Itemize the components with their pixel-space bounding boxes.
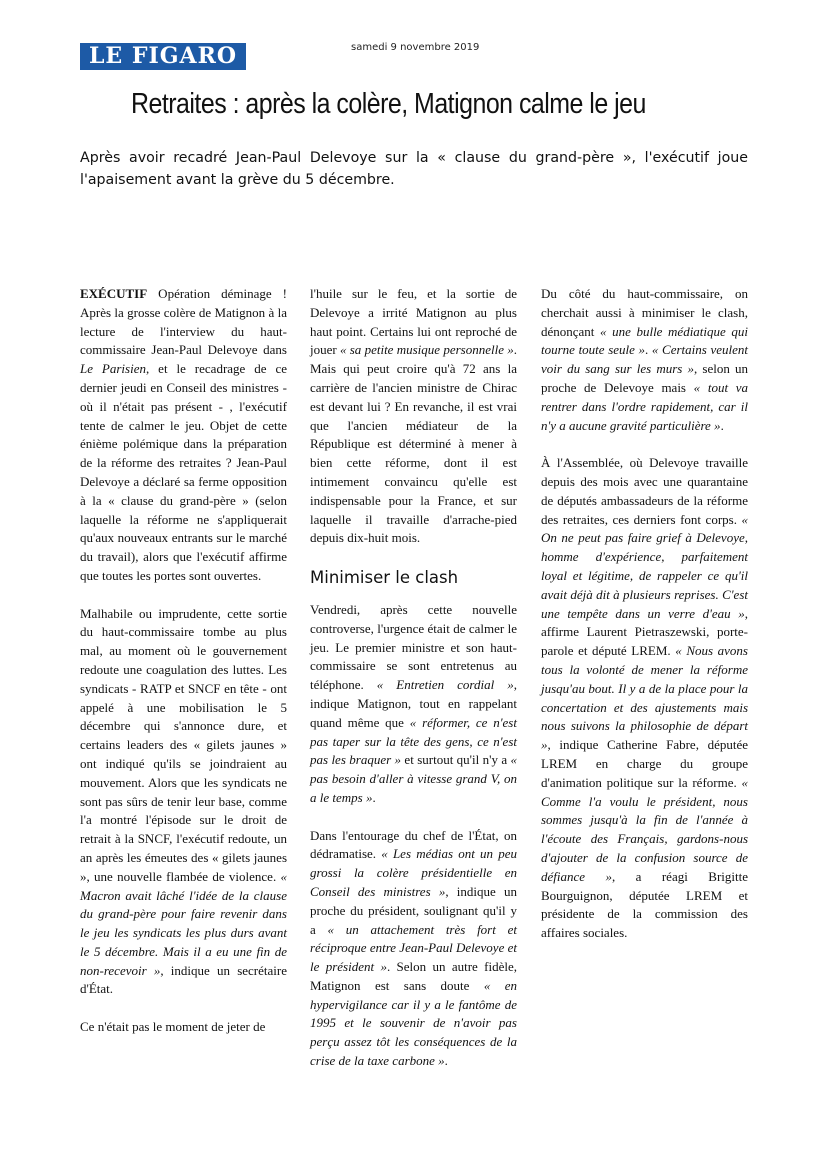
- column-3: [541, 285, 748, 962]
- column-1: [80, 285, 287, 1056]
- paragraph: Dans l'entourage du chef de l'État, on dédramatise. « Les médias ont un peu grossi la colère présidentielle en Conseil des ministres », indique un proche du président, soulignant qu'il y a « un attachement très fort et réciproque entre Jean-Paul Delevoye et le président ». Selon un autre fidèle, Matignon est sans doute « en hypervigilance car il y a le fantôme de 1995 et le souvenir de n'avoir pas perçu assez tôt les conséquences de la crise de la taxe carbone ».: [310, 827, 518, 1069]
- paragraph: Du côté du haut-commissaire, on cherchait aussi à minimiser le clash, dénonçant « une bulle médiatique qui tourne toute seule ». « Certains veulent voir du sang sur les murs », selon un proche de Delevoye mais « tout va rentrer dans l'ordre rapidement, car il n'y a aucune gravité particulière ».: [541, 286, 749, 433]
- paragraph: EXÉCUTIF Opération déminage ! Après la grosse colère de Matignon à la lecture de l'interview du haut-commissaire Jean-Paul Delevoye dans Le Parisien, et le recadrage de ce dernier jeudi en Conseil des ministres - où il n'était pas présent - , l'exécutif tente de calmer le jeu. Objet de cette énième polémique dans la préparation de la réforme des retraites ? Jean-Paul Delevoye a déclaré sa ferme opposition à la « clause du grand-père » (selon laquelle la réforme ne s'appliquerait qu'aux nouveaux entrants sur le marché du travail), alors que l'exécutif affirme que toutes les portes sont ouvertes.: [80, 286, 287, 583]
- article-lead: Après avoir recadré Jean-Paul Delevoye sur la « clause du grand-père », l'exécutif joue l'apaisement avant la grève du 5 décembre.: [80, 150, 748, 188]
- paragraph: Ce n'était pas le moment de jeter de: [80, 1019, 266, 1035]
- article-title: Retraites : après la colère, Matignon calme le jeu: [131, 88, 646, 120]
- paragraph: Malhabile ou imprudente, cette sortie du haut-commissaire tombe au plus mal, au moment où le gouvernement redoute une coagulation des luttes. Les syndicats - RATP et SNCF en tête - ont appelé à une mobilisation le 5 décembre qui s'annonce dure, et certains leaders des « gilets jaunes » ont indiqué qu'ils se joindraient au mouvement. Alors que les syndicats ne sont pas sûrs de tenir leur base, comme l'a montré l'épisode sur le droit de retrait à la SNCF, l'exécutif redoute, un an après les émeutes des « gilets jaunes », une nouvelle flambée de violence. « Macron avait lâché l'idée de la clause du grand-père pour faire revenir dans le jeu les syndicats les plus durs avant le 5 décembre. Mais il a eu une fin de non-recevoir », indique un secrétaire d'État.: [80, 605, 287, 997]
- paragraph: Vendredi, après cette nouvelle controverse, l'urgence était de calmer le jeu. Le premier ministre et son haut-commissaire se sont entretenus au téléphone. « Entretien cordial », indique Matignon, tout en rappelant quand même que « réformer, ce n'est pas taper sur la tête des gens, ce n'est pas les braquer » et surtout qu'il n'y a « pas besoin d'aller à vitesse grand V, on a le temps ».: [310, 601, 518, 805]
- paragraph: l'huile sur le feu, et la sortie de Delevoye a irrité Matignon au plus haut point. Certains lui ont reproché de jouer « sa petite musique personnelle ». Mais qui peut croire qu'à 72 ans la carrière de l'ancien ministre de Chirac est devant lui ? En revanche, il est vrai que l'ancien médiateur de la République est déterminé à mener à bien cette réforme, dont il est intimement convaincu qu'elle est indispensable pour la France, et sur laquelle il travaille d'arrache-pied depuis dix-huit mois.: [310, 286, 517, 546]
- paragraph: À l'Assemblée, où Delevoye travaille depuis des mois avec une quarantaine de députés ambassadeurs de la réforme des retraites, ces derniers font corps. « On ne peut pas faire grief à Delevoye, homme d'expérience, parfaitement loyal et légitime, de rappeler ce qu'il avait déjà dit à plusieurs reprises. C'est une tempête dans un verre d'eau », affirme Laurent Pietraszewski, porte-parole et député LREM. « Nous avons tous la volonté de mener la réforme jusqu'au bout. Il y a de la place pour la concertation et des ajustements mais nous suivons la philosophie de départ », indique Catherine Fabre, députée LREM en charge du groupe d'animation politique sur la réforme. « Comme l'a voulu le président, nous sommes jusqu'à la fin de l'année à l'écoute des Français, gardons-nous d'ajouter de la confusion source de défiance », a réagi Brigitte Bourguignon, députée LREM et présidente de la commission des affaires sociales.: [541, 455, 748, 941]
- publication-date: samedi 9 novembre 2019: [351, 42, 480, 53]
- column-2: [310, 285, 517, 1090]
- kicker: EXÉCUTIF: [80, 286, 148, 301]
- section-subhead: Minimiser le clash: [310, 567, 459, 587]
- newspaper-logo: LE FIGARO: [80, 43, 246, 70]
